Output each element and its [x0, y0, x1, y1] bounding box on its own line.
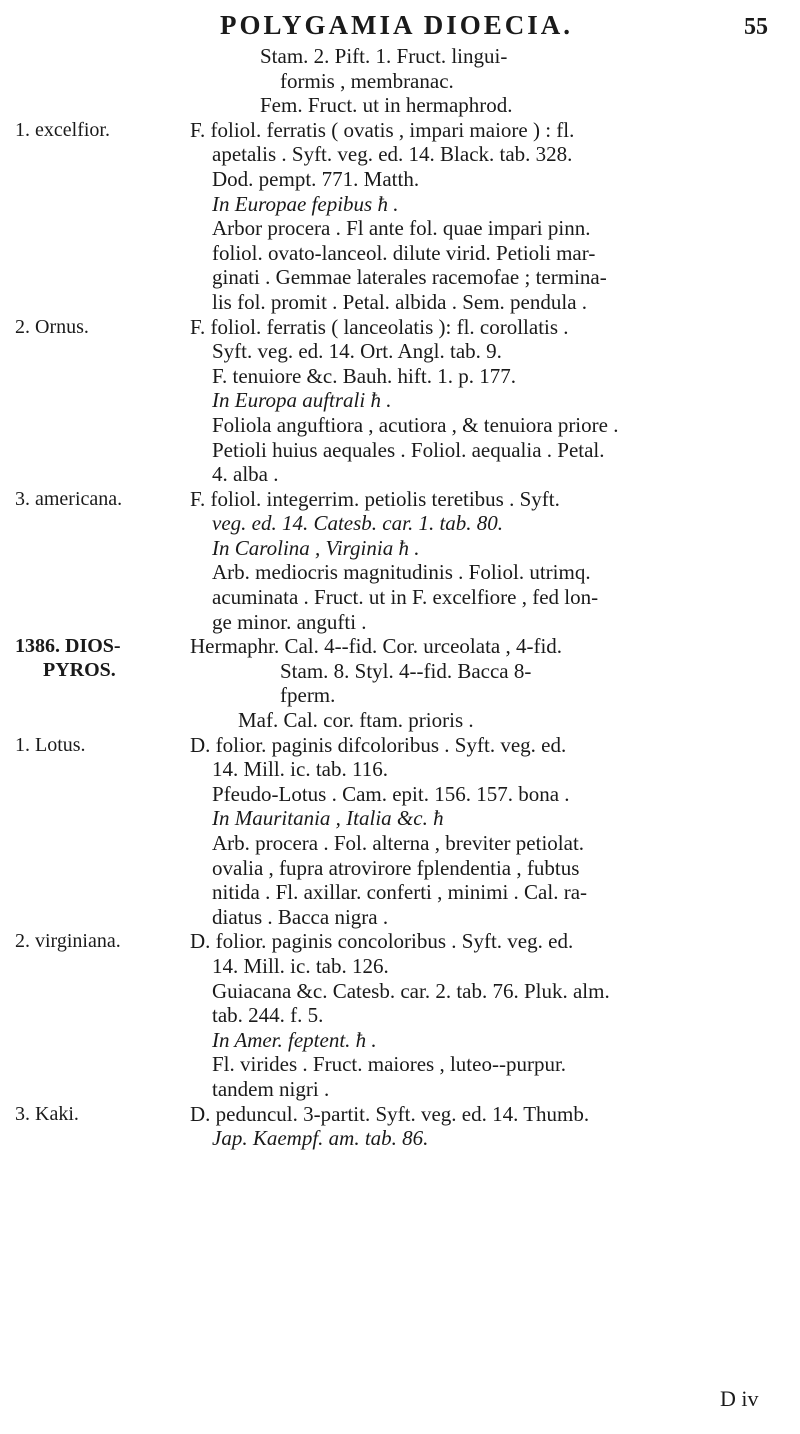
text-line: 14. Mill. ic. tab. 116. [212, 757, 388, 782]
text-line: F. foliol. ferratis ( lanceolatis ): fl. corollatis . [190, 314, 569, 339]
text-line: 14. Mill. ic. tab. 126. [212, 953, 389, 978]
text-line: Hermaphr. Cal. 4--fid. Cor. urceolata , 4-fid. [190, 634, 563, 659]
genus-number-name [15, 634, 185, 682]
running-title: POLYGAMIA DIOECIA. [220, 10, 574, 40]
text-line: ginati . Gemmae laterales racemofae ; termina- [212, 265, 607, 290]
text-line: tab. 244. f. 5. [212, 1003, 324, 1028]
text-line: Arb. mediocris magnitudinis . Foliol. utrimq. [212, 560, 591, 585]
text-line: Foliola anguftiora , acutiora , & tenuiora priore . [212, 412, 619, 437]
species-name: 3. Kaki. [15, 1102, 79, 1125]
text-line: nitida . Fl. axillar. conferti , minimi . Cal. ra- [212, 880, 588, 905]
page-number: 55 [744, 14, 768, 40]
text-line: formis , membranac. [280, 68, 454, 93]
page-header [0, 6, 800, 46]
text-line: diatus . Bacca nigra . [212, 904, 389, 929]
text-line: F. foliol. integerrim. petiolis teretibus . Syft. [190, 486, 560, 511]
species-name: 1. Lotus. [15, 733, 86, 756]
species-name: 2. Ornus. [15, 315, 89, 338]
text-line: tandem nigri . [212, 1076, 330, 1101]
text-line: In Mauritania , Italia &c. ħ [212, 806, 444, 831]
text-line: D. folior. paginis concoloribus . Syft. veg. ed. [190, 929, 574, 954]
signature-mark: D iv [720, 1386, 759, 1411]
text-line: veg. ed. 14. Catesb. car. 1. tab. 80. [212, 511, 504, 536]
text-line: Arb. procera . Fol. alterna , breviter petiolat. [212, 831, 585, 855]
text-line: In Carolina , Virginia ħ . [212, 535, 420, 560]
text-line: In Europa auftrali ħ . [212, 388, 392, 413]
text-line: D. folior. paginis difcoloribus . Syft. veg. ed. [190, 732, 567, 757]
text-line: Maf. Cal. cor. ftam. prioris . [238, 708, 474, 733]
text-line: Guiacana &c. Catesb. car. 2. tab. 76. Pluk. alm. [212, 978, 610, 1003]
text-line: F. tenuiore &c. Bauh. hift. 1. p. 177. [212, 363, 516, 388]
species-entry [0, 118, 800, 315]
text-line: In Amer. feptent. ħ . [212, 1027, 377, 1052]
text-line: foliol. ovato-lanceol. dilute virid. Petioli mar- [212, 240, 596, 265]
text-line: lis fol. promit . Petal. albida . Sem. pendula . [212, 289, 588, 314]
genus-label: 1386. DIOS- [15, 635, 121, 658]
species-entry [0, 733, 800, 930]
text-line: F. foliol. ferratis ( ovatis , impari maiore ) : fl. [190, 117, 575, 142]
text-line: Stam. 8. Styl. 4--fid. Bacca 8- [280, 658, 532, 683]
species-name: 1. excelfior. [15, 118, 110, 141]
species-name: 3. americana. [15, 487, 123, 510]
text-line: fperm. [280, 683, 336, 708]
text-line: In Europae fepibus ħ . [212, 191, 399, 216]
text-line: Petioli huius aequales . Foliol. aequalia . Petal. [212, 437, 605, 462]
text-line: Dod. pempt. 771. Matth. [212, 166, 420, 191]
genus-entry [0, 634, 800, 732]
text-line: ge minor. angufti . [212, 609, 367, 634]
text-line: Fl. virides . Fruct. maiores , luteo--purpur. [212, 1052, 567, 1077]
text-line: Stam. 2. Pift. 1. Fruct. lingui- [260, 44, 508, 68]
text-line: Jap. Kaempf. am. tab. 86. [212, 1126, 429, 1151]
text-line: apetalis . Syft. veg. ed. 14. Black. tab. 328. [212, 142, 573, 167]
text-line: Arbor procera . Fl ante fol. quae impari pinn. [212, 216, 591, 241]
text-line: Pfeudo-Lotus . Cam. epit. 156. 157. bona . [212, 781, 570, 806]
species-entry [0, 315, 800, 487]
text-line: ovalia , fupra atrovirore fplendentia , fubtus [212, 855, 580, 880]
species-entry [0, 1102, 800, 1151]
genus-label-cont: PYROS. [43, 659, 116, 682]
text-line: Fem. Fruct. ut in hermaphrod. [260, 93, 513, 118]
page-body [0, 44, 800, 1151]
text-line: acuminata . Fruct. ut in F. excelfiore , fed lon- [212, 585, 599, 610]
species-entry [0, 487, 800, 635]
species-entry [0, 929, 800, 1101]
species-name: 2. virginiana. [15, 930, 121, 953]
text-line: 4. alba . [212, 462, 279, 487]
text-line: D. peduncul. 3-partit. Syft. veg. ed. 14. Thumb. [190, 1101, 590, 1126]
genus-characters [0, 44, 800, 118]
text-line: Syft. veg. ed. 14. Ort. Angl. tab. 9. [212, 339, 502, 364]
